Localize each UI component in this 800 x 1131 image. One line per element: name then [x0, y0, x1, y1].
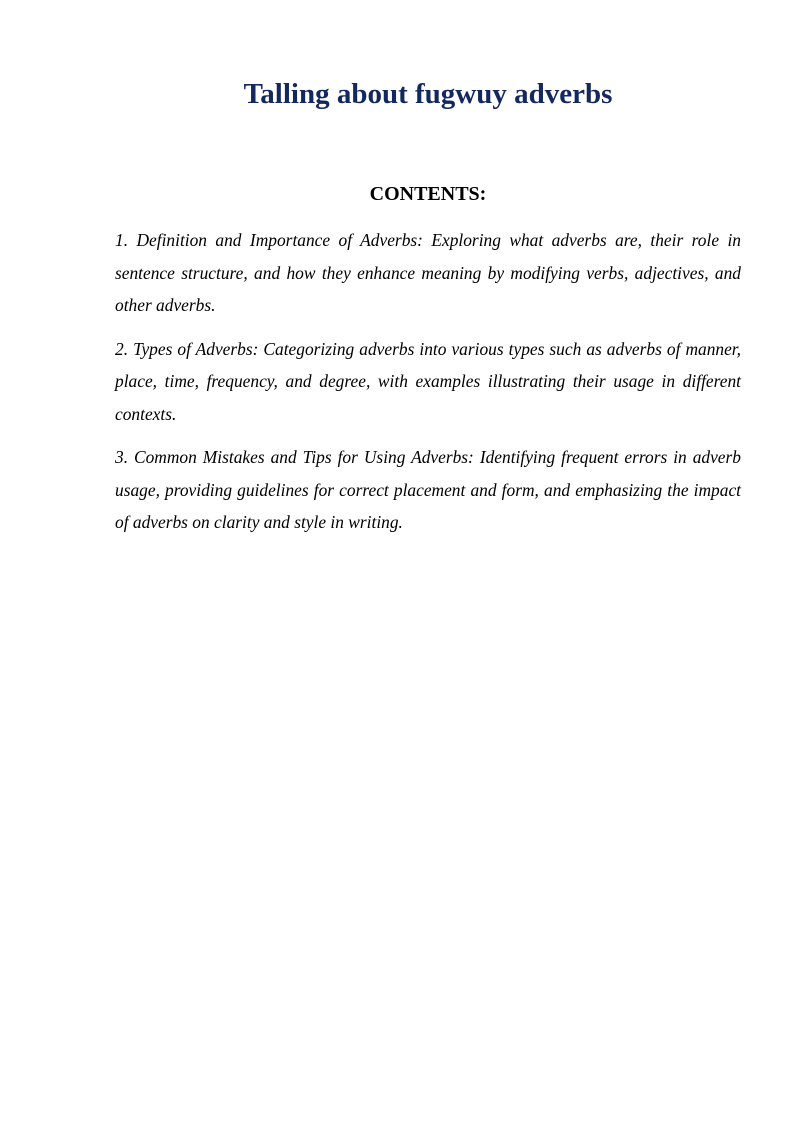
- contents-item-mistakes: 3. Common Mistakes and Tips for Using Adverbs: Identifying frequent errors in adverb usage, providing guidelines for correct placement and form, and emphasizing the impact of adverbs on clarity and style in writing.: [115, 447, 741, 532]
- contents-item-types: 2. Types of Adverbs: Categorizing adverbs into various types such as adverbs of manner, place, time, frequency, and degree, with examples illustrating their usage in different contexts.: [115, 338, 741, 424]
- contents-heading: CONTENTS:: [369, 183, 487, 205]
- contents-item-definition: 1. Definition and Importance of Adverbs: Exploring what adverbs are, their role in sentence structure, and how they enhance meaning by modifying verbs, adjectives, and other adverbs.: [115, 230, 741, 315]
- document-title: Talling about fugwuy adverbs: [243, 78, 613, 110]
- contents-list: [115, 224, 741, 550]
